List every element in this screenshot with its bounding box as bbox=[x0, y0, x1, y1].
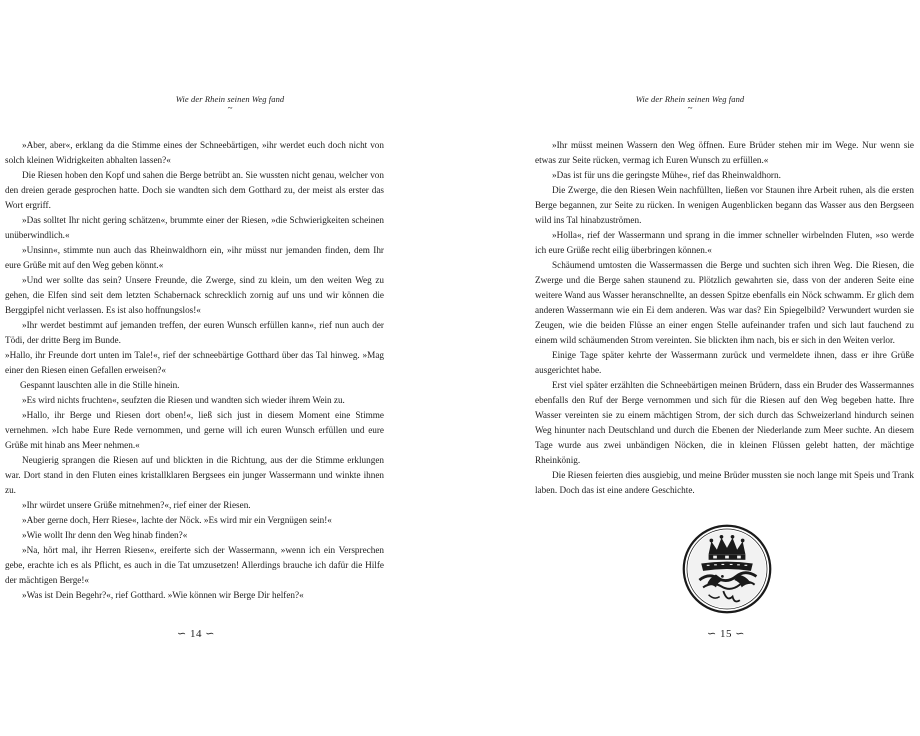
paragraph: »Aber, aber«, erklang da die Stimme eines der Schneebärtigen, »ihr werdet euch doch nicht von solch kleinen Widrigkeiten abhalten lassen?« bbox=[5, 140, 384, 165]
paragraph: »Na, hört mal, ihr Herren Riesen«, ereiferte sich der Wassermann, »wenn ich ein Versprechen gebe, erachte ich es als Pflicht, es auch in die Tat umzusetzen! Allerdings brauche ich dafür die Hilfe der mächtigen Berge!« bbox=[5, 545, 384, 585]
paragraph: Die Zwerge, die den Riesen Wein nachfüllten, ließen vor Staunen ihre Arbeit ruhen, als die ersten Berge begannen, zur Seite zu rücken. In wenigen Augenblicken begann das Wasser aus den Bergseen wild ins Tal hinabzuströmen. bbox=[535, 185, 914, 225]
paragraph: »Hallo, ihr Freunde dort unten im Tale!«, rief der schneebärtige Gotthard über das Tal hinweg. »Mag einer den Riesen einen Gefallen erweisen?« bbox=[5, 350, 384, 375]
running-head-ornament: ~ bbox=[227, 103, 233, 113]
paragraph: Erst viel später erzählten die Schneebärtigen meinen Brüdern, dass ein Bruder des Wassermannes ebenfalls den Ruf der Berge vernommen und sich für die Riesen auf den Weg begeben hatte. Ihre Wasser vereinten sie zu einem mächtigen Strom, der sich durch das Schweizerland hindurch seinen Weg hinunter nach Deutschland und durch die Ebenen der Niederlande zum Meer suchte. An diesem Tage wurde aus zwei unbändigen Nöcken, die in kleinen Flüssen gelebt hatten, der mächtige Rheinkönig. bbox=[535, 380, 914, 465]
paragraph: »Ihr müsst meinen Wassern den Weg öffnen. Eure Brüder stehen mir im Wege. Nur wenn sie etwas zur Seite rücken, vermag ich Euren Wunsch zu erfüllen.« bbox=[535, 140, 914, 165]
right-page bbox=[460, 0, 920, 736]
running-head-ornament: ~ bbox=[687, 103, 693, 113]
paragraph: Die Riesen feierten dies ausgiebig, und meine Brüder mussten sie noch lange mit Speis und Trank laben. Doch das ist eine andere Geschichte. bbox=[535, 470, 914, 495]
paragraph: Neugierig sprangen die Riesen auf und blickten in die Richtung, aus der die Stimme erklungen war. Dort stand in den Fluten eines kristallklaren Bergsees ein junger Wassermann und winkte ihnen zu. bbox=[5, 455, 384, 495]
page-body bbox=[5, 138, 384, 603]
paragraph: »Ihr würdet unsere Grüße mitnehmen?«, rief einer der Riesen. bbox=[22, 500, 251, 510]
paragraph: Einige Tage später kehrte der Wassermann zurück und vermeldete ihnen, dass er ihre Grüße ausgerichtet habe. bbox=[535, 350, 914, 375]
paragraph: »Hallo, ihr Berge und Riesen dort oben!«, ließ sich just in diesem Moment eine Stimme vernehmen. »Ich habe Eure Rede vernommen, und gerne will ich euren Wunsch erfüllen und eure Grüße mit hinab ans Meer nehmen.« bbox=[5, 410, 384, 450]
paragraph: »Aber gerne doch, Herr Riese«, lachte der Nöck. »Es wird mir ein Vergnügen sein!« bbox=[22, 515, 332, 525]
paragraph: »Wie wollt Ihr denn den Weg hinab finden?« bbox=[22, 530, 188, 540]
paragraph: »Ihr werdet bestimmt auf jemanden treffen, der euren Wunsch erfüllen kann«, rief nun auch der Tödi, der dritte Berg im Bunde. bbox=[5, 320, 384, 345]
paragraph: »Das solltet Ihr nicht gering schätzen«, brummte einer der Riesen, »die Schwierigkeiten scheinen unüberwindlich.« bbox=[5, 215, 384, 240]
paragraph: »Was ist Dein Begehr?«, rief Gotthard. »Wie können wir Berge Dir helfen?« bbox=[22, 590, 304, 600]
paragraph: »Und wer sollte das sein? Unsere Freunde, die Zwerge, sind zu klein, um den weiten Weg zu gehen, die Elfen sind seit dem letzten Schabernack schrecklich zornig auf uns und wir können die Berggipfel nicht verlassen. Es ist also hoffnungslos!« bbox=[5, 275, 384, 315]
paragraph: Gespannt lauschten alle in die Stille hinein. bbox=[20, 380, 180, 390]
paragraph: »Unsinn«, stimmte nun auch das Rheinwaldhorn ein, »ihr müsst nur jemanden finden, dem Ihr eure Grüße mit auf den Weg geben könnt.« bbox=[5, 245, 384, 270]
page-number: ∽ 14 ∽ bbox=[177, 628, 215, 640]
running-head bbox=[460, 94, 920, 112]
paragraph: »Es wird nichts fruchten«, seufzten die Riesen und wandten sich wieder ihrem Wein zu. bbox=[22, 395, 345, 405]
paragraph: Schäumend umtosten die Wassermassen die Berge und suchten sich ihren Weg. Die Riesen, die Zwerge und die Berge sahen staunend zu. Plötzlich gewahrten sie, dass von der anderen Seite eine weitere Wand aus Wasser heranschnellte, an dessen Spitze ebenfalls ein Nöck schwamm. Er glich dem anderen Wassermann wie ein Ei dem anderen. Was war das? Ein Spiegelbild? Verwundert wurden sie Zeugen, wie die beiden Flüsse an einer engen Stelle aufeinander trafen und sich laut fauchend zu einem wild schäumenden Strom vereinten. Sie blickten ihm nach, bis er sich in den Weiten verlor. bbox=[535, 260, 914, 345]
running-head bbox=[0, 94, 460, 112]
page-number: ∽ 15 ∽ bbox=[707, 628, 745, 640]
paragraph: Die Riesen hoben den Kopf und sahen die Berge betrübt an. Sie wussten nicht genau, welcher von den dreien gerade gesprochen hatte. Doch sie wandten sich dem Gotthard zu, der meist als erster das Wort ergriff. bbox=[5, 170, 384, 210]
page-body bbox=[535, 138, 914, 498]
paragraph: »Holla«, rief der Wassermann und sprang in die immer schneller wirbelnden Fluten, »so werde ich eure Grüße recht eilig überbringen können.« bbox=[535, 230, 914, 255]
paragraph: »Das ist für uns die geringste Mühe«, rief das Rheinwaldhorn. bbox=[552, 170, 781, 180]
running-head-title: Wie der Rhein seinen Weg fand bbox=[635, 94, 745, 104]
running-head-title: Wie der Rhein seinen Weg fand bbox=[175, 94, 285, 104]
river-king-crest-icon bbox=[681, 523, 773, 615]
